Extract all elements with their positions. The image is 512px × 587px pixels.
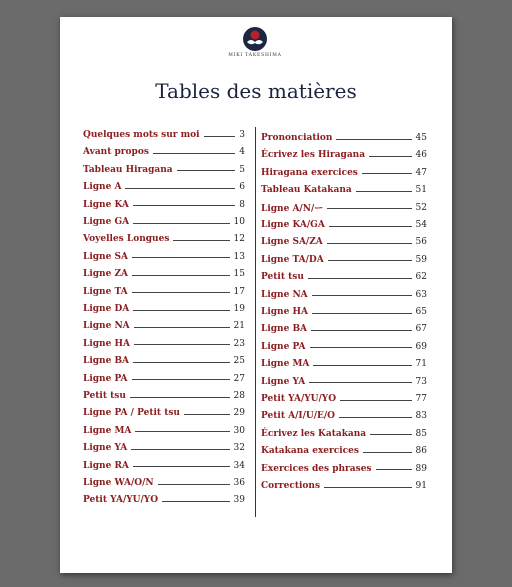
toc-entry-label: Ligne YA [83, 443, 128, 454]
toc-entry[interactable] [261, 305, 427, 319]
toc-entry[interactable] [261, 322, 427, 336]
toc-page-number: 45 [415, 133, 427, 143]
toc-page-number: 21 [233, 321, 245, 332]
toc-page-number: 89 [415, 463, 427, 474]
toc-leader-line [308, 278, 412, 279]
toc-entry-label: Ligne NA [83, 321, 130, 332]
logo-emblem-icon [242, 26, 268, 52]
toc-entry[interactable] [261, 183, 427, 197]
toc-entry-label: Voyelles Longues [83, 234, 170, 245]
toc-entry-label: Ligne PA / Petit tsu [83, 408, 180, 419]
toc-entry-label: Ligne KA [83, 199, 129, 210]
toc-entry-label: Ligne KA/GA [261, 220, 325, 230]
toc-entry-label: Petit tsu [261, 272, 304, 283]
toc-entry[interactable] [261, 166, 427, 180]
toc-entry[interactable] [261, 235, 427, 249]
toc-entry[interactable] [261, 357, 427, 371]
toc-leader-line [134, 327, 230, 328]
toc-entry-label: Katakana exercices [261, 446, 359, 457]
toc-entry[interactable] [83, 441, 245, 455]
toc-page-number: 62 [415, 272, 427, 283]
toc-page-number: 13 [233, 251, 245, 262]
toc-entry-label: Ligne BA [83, 356, 130, 367]
toc-page-number: 77 [415, 394, 427, 404]
toc-page-number: 23 [233, 338, 245, 349]
toc-entry[interactable] [261, 148, 427, 162]
toc-leader-line [376, 469, 412, 470]
toc-page-number: 4 [239, 147, 245, 158]
toc-leader-line [184, 414, 230, 415]
toc-page-number: 32 [233, 443, 245, 454]
toc-entry-label: Ligne MA [83, 425, 132, 436]
toc-entry-label: Ligne ZA [83, 269, 128, 280]
toc-entry-label: Ligne GA [83, 217, 130, 227]
toc-leader-line [327, 208, 411, 209]
toc-leader-line [311, 330, 412, 331]
toc-leader-line [312, 295, 412, 296]
toc-leader-line [133, 223, 229, 224]
toc-leader-line [177, 170, 236, 171]
toc-entry[interactable] [261, 340, 427, 354]
toc-page-number: 36 [233, 478, 245, 488]
toc-page-number: 85 [415, 428, 427, 439]
toc-entry[interactable] [261, 409, 427, 423]
toc-page-number: 91 [415, 481, 427, 491]
toc-entry-label: Corrections [261, 481, 321, 491]
toc-entry-label: Ligne PA [261, 341, 306, 352]
toc-page-number: 59 [415, 254, 427, 265]
toc-entry-label: Hiragana exercices [261, 167, 358, 178]
toc-entry-label: Ligne RA [83, 460, 129, 471]
toc-leader-line [134, 344, 230, 345]
toc-page-number: 5 [239, 164, 245, 175]
toc-leader-line [132, 275, 230, 276]
toc-entry[interactable] [83, 354, 245, 368]
toc-entry[interactable] [83, 215, 245, 229]
toc-entry[interactable] [261, 479, 427, 493]
toc-leader-line [162, 501, 229, 502]
toc-entry-label: Ligne SA [83, 251, 128, 262]
toc-entry-label: Petit tsu [83, 391, 126, 401]
toc-entry[interactable] [83, 424, 245, 438]
toc-page-number: 29 [233, 408, 245, 419]
toc-leader-line [204, 136, 236, 137]
toc-page-number: 56 [415, 237, 427, 248]
toc-entry[interactable] [83, 302, 245, 316]
toc-entry-label: Ligne DA [83, 304, 130, 314]
toc-page-number: 73 [415, 376, 427, 387]
toc-page-number: 25 [233, 356, 245, 367]
toc-page-number: 51 [415, 185, 427, 196]
toc-page-number: 19 [233, 304, 245, 314]
toc-entry-label: Ligne BA [261, 324, 308, 335]
toc-entry-label: Ligne PA [83, 373, 128, 384]
toc-page-number: 47 [415, 167, 427, 178]
toc-leader-line [324, 487, 412, 488]
toc-entry-label: Exercices des phrases [261, 463, 372, 474]
toc-entry[interactable] [83, 372, 245, 386]
document-page [60, 17, 452, 573]
toc-leader-line [173, 240, 229, 241]
toc-entry[interactable] [83, 459, 245, 473]
toc-leader-line [356, 191, 412, 192]
toc-entry-label: Petit YA/YU/YO [261, 394, 337, 404]
toc-entry-label: Ligne YA [261, 376, 306, 387]
toc-leader-line [313, 365, 411, 366]
toc-page-number: 34 [233, 460, 245, 471]
toc-entry-label: Petit A/I/U/E/O [261, 411, 336, 422]
toc-entry-label: Écrivez les Hiragana [261, 150, 366, 161]
toc-entry[interactable] [83, 180, 245, 194]
toc-entry-label: Petit YA/YU/YO [83, 495, 159, 506]
toc-entry-label: Quelques mots sur moi [83, 130, 200, 140]
toc-entry[interactable] [83, 337, 245, 351]
toc-leader-line [153, 153, 235, 154]
toc-page-number: 65 [415, 307, 427, 317]
toc-page-number: 30 [233, 425, 245, 436]
toc-entry[interactable] [261, 462, 427, 476]
toc-entry-label: Ligne A [83, 182, 122, 193]
toc-page-number: 12 [233, 234, 245, 245]
toc-entry[interactable] [261, 218, 427, 232]
toc-entry-label: Ligne NA [261, 289, 308, 300]
toc-entry[interactable] [261, 392, 427, 406]
toc-page-number: 67 [415, 324, 427, 335]
column-divider [255, 127, 256, 517]
toc-entry-label: Avant propos [83, 147, 149, 158]
toc-entry-label: Ligne A/N/ー [261, 204, 324, 215]
toc-leader-line [125, 188, 235, 189]
toc-entry-label: Tableau Katakana [261, 185, 352, 196]
logo-text: MIKI TAKESHIMA [228, 53, 282, 58]
toc-leader-line [133, 362, 230, 363]
toc-page-number: 10 [233, 217, 245, 227]
toc-leader-line [329, 226, 412, 227]
toc-page-number: 69 [415, 341, 427, 352]
toc-entry-label: Ligne TA [83, 286, 128, 297]
toc-leader-line [132, 257, 230, 258]
toc-leader-line [158, 484, 230, 485]
toc-page-number: 3 [239, 130, 245, 140]
toc-leader-line [370, 434, 411, 435]
toc-leader-line [328, 260, 412, 261]
toc-entry-label: Ligne MA [261, 359, 310, 370]
toc-page-number: 54 [415, 220, 427, 230]
toc-page-number: 6 [239, 182, 245, 193]
toc-leader-line [132, 292, 230, 293]
toc-page-number: 46 [415, 150, 427, 161]
toc-leader-line [369, 156, 412, 157]
toc-page-number: 8 [239, 199, 245, 210]
toc-leader-line [132, 379, 230, 380]
toc-entry[interactable] [83, 163, 245, 177]
toc-entry[interactable] [83, 267, 245, 281]
toc-entry[interactable] [83, 285, 245, 299]
toc-entry-label: Ligne HA [83, 338, 130, 349]
toc-entry-label: Ligne WA/O/N [83, 478, 154, 488]
brand-logo [226, 26, 284, 72]
toc-entry[interactable] [83, 145, 245, 159]
toc-leader-line [133, 466, 230, 467]
toc-entry[interactable] [83, 389, 245, 403]
toc-entry[interactable] [261, 427, 427, 441]
toc-entry-label: Écrivez les Katakana [261, 428, 367, 439]
toc-leader-line [133, 205, 235, 206]
toc-leader-line [309, 382, 411, 383]
toc-leader-line [339, 417, 412, 418]
toc-entry[interactable] [261, 131, 427, 145]
toc-leader-line [135, 431, 229, 432]
toc-page-number: 52 [415, 202, 427, 213]
toc-entry-label: Ligne TA/DA [261, 254, 324, 265]
toc-leader-line [363, 452, 412, 453]
toc-page-number: 15 [233, 269, 245, 280]
toc-leader-line [362, 173, 412, 174]
toc-entry[interactable] [83, 250, 245, 264]
toc-entry-label: Ligne SA/ZA [261, 237, 323, 248]
page-title: Tables des matières [155, 79, 357, 103]
toc-leader-line [336, 139, 411, 140]
toc-entry-label: Prononciation [261, 133, 333, 143]
toc-entry[interactable] [83, 198, 245, 212]
toc-entry[interactable] [261, 201, 427, 215]
toc-leader-line [133, 310, 229, 311]
toc-page-number: 28 [233, 391, 245, 401]
toc-entry-label: Ligne HA [261, 307, 308, 317]
toc-page-number: 39 [233, 495, 245, 506]
toc-page-number: 63 [415, 289, 427, 300]
toc-leader-line [312, 313, 412, 314]
toc-entry[interactable] [83, 232, 245, 246]
toc-page-number: 71 [415, 359, 427, 370]
toc-entry[interactable] [83, 319, 245, 333]
toc-entry[interactable] [83, 476, 245, 490]
toc-entry[interactable] [261, 253, 427, 267]
toc-entry[interactable] [83, 406, 245, 420]
toc-entry[interactable] [261, 288, 427, 302]
toc-leader-line [327, 243, 412, 244]
toc-entry[interactable] [83, 493, 245, 507]
toc-entry[interactable] [261, 270, 427, 284]
toc-leader-line [130, 397, 230, 398]
toc-entry[interactable] [261, 375, 427, 389]
toc-entry-label: Tableau Hiragana [83, 164, 173, 175]
toc-entry[interactable] [261, 444, 427, 458]
toc-leader-line [310, 347, 412, 348]
toc-entry[interactable] [83, 128, 245, 142]
toc-leader-line [340, 400, 411, 401]
toc-page-number: 86 [415, 446, 427, 457]
toc-page-number: 27 [233, 373, 245, 384]
toc-page-number: 17 [233, 286, 245, 297]
toc-leader-line [131, 449, 229, 450]
toc-page-number: 83 [415, 411, 427, 422]
